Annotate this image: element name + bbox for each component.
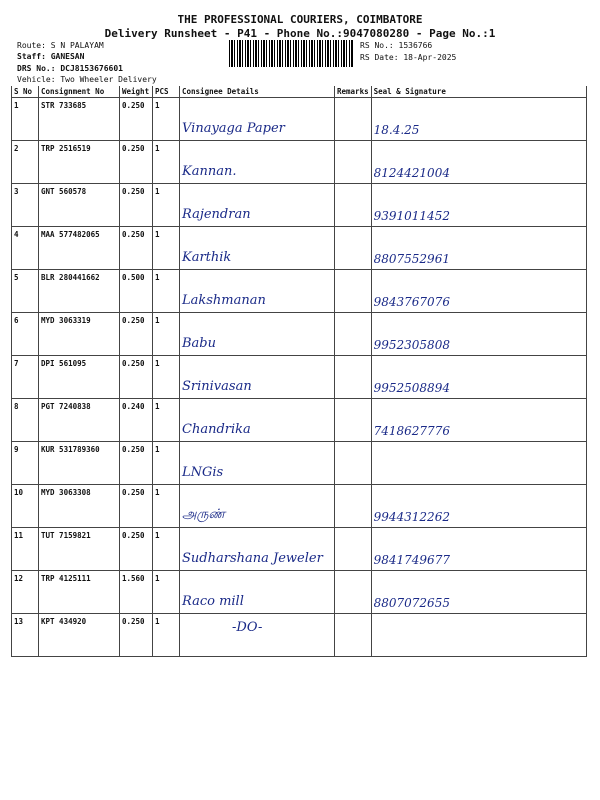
cell-pcs: 1: [153, 227, 180, 270]
cell-consignee: Chandrika: [180, 399, 335, 442]
cell-sno: 9: [12, 442, 39, 485]
header-consignee: Consignee Details: [180, 86, 335, 98]
cell-pcs: 1: [153, 313, 180, 356]
cell-weight: 0.250: [120, 141, 153, 184]
runsheet-subtitle: Delivery Runsheet - P41 - Phone No.:9047080280 - Page No.:1: [104, 27, 496, 40]
cell-sno: 5: [12, 270, 39, 313]
table-row: [12, 528, 587, 571]
cell-remarks: [335, 399, 372, 442]
cell-remarks: [335, 356, 372, 399]
cell-pcs: 1: [153, 485, 180, 528]
cell-sno: 4: [12, 227, 39, 270]
cell-sno: 12: [12, 571, 39, 614]
table-row: [12, 442, 587, 485]
cell-pcs: 1: [153, 442, 180, 485]
cell-consignment: TRP 2516519: [39, 141, 120, 184]
cell-remarks: [335, 614, 372, 657]
table-row: [12, 141, 587, 184]
cell-seal: 8124421004: [371, 141, 586, 184]
cell-sno: 11: [12, 528, 39, 571]
cell-seal: 8807072655: [371, 571, 586, 614]
cell-sno: 6: [12, 313, 39, 356]
rs-date: RS Date: 18-Apr-2025: [360, 53, 457, 62]
table-row: [12, 270, 587, 313]
cell-seal: 9944312262: [371, 485, 586, 528]
cell-remarks: [335, 98, 372, 141]
table-row: [12, 184, 587, 227]
cell-sno: 7: [12, 356, 39, 399]
cell-consignee: Srinivasan: [180, 356, 335, 399]
header-consignment: Consignment No: [39, 86, 120, 98]
cell-sno: 3: [12, 184, 39, 227]
cell-weight: 0.240: [120, 399, 153, 442]
cell-consignee: Rajendran: [180, 184, 335, 227]
cell-seal: 9391011452: [371, 184, 586, 227]
cell-consignee: Babu: [180, 313, 335, 356]
cell-consignee: Lakshmanan: [180, 270, 335, 313]
cell-consignment: MAA 577482065: [39, 227, 120, 270]
cell-pcs: 1: [153, 528, 180, 571]
cell-seal: 9843767076: [371, 270, 586, 313]
cell-sno: 10: [12, 485, 39, 528]
cell-weight: 1.560: [120, 571, 153, 614]
cell-seal: 9952508894: [371, 356, 586, 399]
table-row: [12, 399, 587, 442]
barcode-image: [229, 40, 353, 67]
cell-weight: 0.250: [120, 356, 153, 399]
cell-pcs: 1: [153, 270, 180, 313]
cell-consignee: Karthik: [180, 227, 335, 270]
cell-remarks: [335, 571, 372, 614]
cell-seal: [371, 442, 586, 485]
header-seal: Seal & Signature: [371, 86, 586, 98]
header-pcs: PCS: [153, 86, 180, 98]
cell-consignment: GNT 560578: [39, 184, 120, 227]
table-row: [12, 614, 587, 657]
route-text: Route: S N PALAYAM: [17, 41, 104, 50]
staff-text: Staff: GANESAN: [17, 52, 85, 61]
cell-pcs: 1: [153, 356, 180, 399]
table-row: [12, 485, 587, 528]
table-row: [12, 313, 587, 356]
cell-seal: [371, 614, 586, 657]
cell-consignment: KUR 531789360: [39, 442, 120, 485]
cell-seal: 8807552961: [371, 227, 586, 270]
cell-weight: 0.500: [120, 270, 153, 313]
cell-remarks: [335, 485, 372, 528]
cell-weight: 0.250: [120, 313, 153, 356]
drs-number: DRS No.: DCJ8153676601: [17, 64, 123, 73]
cell-consignment: KPT 434920: [39, 614, 120, 657]
cell-pcs: 1: [153, 184, 180, 227]
cell-consignment: STR 733685: [39, 98, 120, 141]
cell-weight: 0.250: [120, 528, 153, 571]
cell-weight: 0.250: [120, 442, 153, 485]
cell-consignment: MYD 3063319: [39, 313, 120, 356]
cell-consignment: MYD 3063308: [39, 485, 120, 528]
cell-remarks: [335, 528, 372, 571]
cell-consignment: TRP 4125111: [39, 571, 120, 614]
table-row: [12, 356, 587, 399]
cell-seal: 18.4.25: [371, 98, 586, 141]
header-weight: Weight: [120, 86, 153, 98]
cell-remarks: [335, 227, 372, 270]
cell-consignment: BLR 280441662: [39, 270, 120, 313]
cell-pcs: 1: [153, 614, 180, 657]
cell-pcs: 1: [153, 141, 180, 184]
cell-remarks: [335, 270, 372, 313]
cell-weight: 0.250: [120, 227, 153, 270]
cell-seal: 9952305808: [371, 313, 586, 356]
table-row: [12, 227, 587, 270]
cell-consignee: அருண்: [180, 485, 335, 528]
cell-sno: 1: [12, 98, 39, 141]
cell-remarks: [335, 141, 372, 184]
ditto-mark: -DO-: [232, 620, 263, 635]
document-title: THE PROFESSIONAL COURIERS, COIMBATORE: [177, 13, 423, 26]
cell-sno: 13: [12, 614, 39, 657]
runsheet-table: [11, 86, 587, 657]
cell-pcs: 1: [153, 98, 180, 141]
cell-weight: 0.250: [120, 98, 153, 141]
table-row: [12, 98, 587, 141]
cell-pcs: 1: [153, 399, 180, 442]
rs-number: RS No.: 1536766: [360, 41, 433, 50]
cell-sno: 8: [12, 399, 39, 442]
cell-sno: 2: [12, 141, 39, 184]
cell-remarks: [335, 184, 372, 227]
table-row: [12, 571, 587, 614]
cell-consignment: PGT 7240838: [39, 399, 120, 442]
cell-seal: 9841749677: [371, 528, 586, 571]
cell-consignee: Vinayaga Paper: [180, 98, 335, 141]
cell-weight: 0.250: [120, 614, 153, 657]
vehicle-text: Vehicle: Two Wheeler Delivery: [17, 75, 157, 84]
cell-remarks: [335, 313, 372, 356]
cell-remarks: [335, 442, 372, 485]
cell-consignee: LNGis: [180, 442, 335, 485]
header-remarks: Remarks: [335, 86, 372, 98]
cell-seal: 7418627776: [371, 399, 586, 442]
cell-consignment: TUT 7159821: [39, 528, 120, 571]
cell-consignee: Raco mill: [180, 571, 335, 614]
header-sno: S No: [12, 86, 39, 98]
cell-consignee: Kannan.: [180, 141, 335, 184]
cell-consignee: Sudharshana Jeweler: [180, 528, 335, 571]
cell-weight: 0.250: [120, 184, 153, 227]
table-header-row: [12, 86, 587, 98]
cell-pcs: 1: [153, 571, 180, 614]
cell-consignment: DPI 561095: [39, 356, 120, 399]
cell-weight: 0.250: [120, 485, 153, 528]
